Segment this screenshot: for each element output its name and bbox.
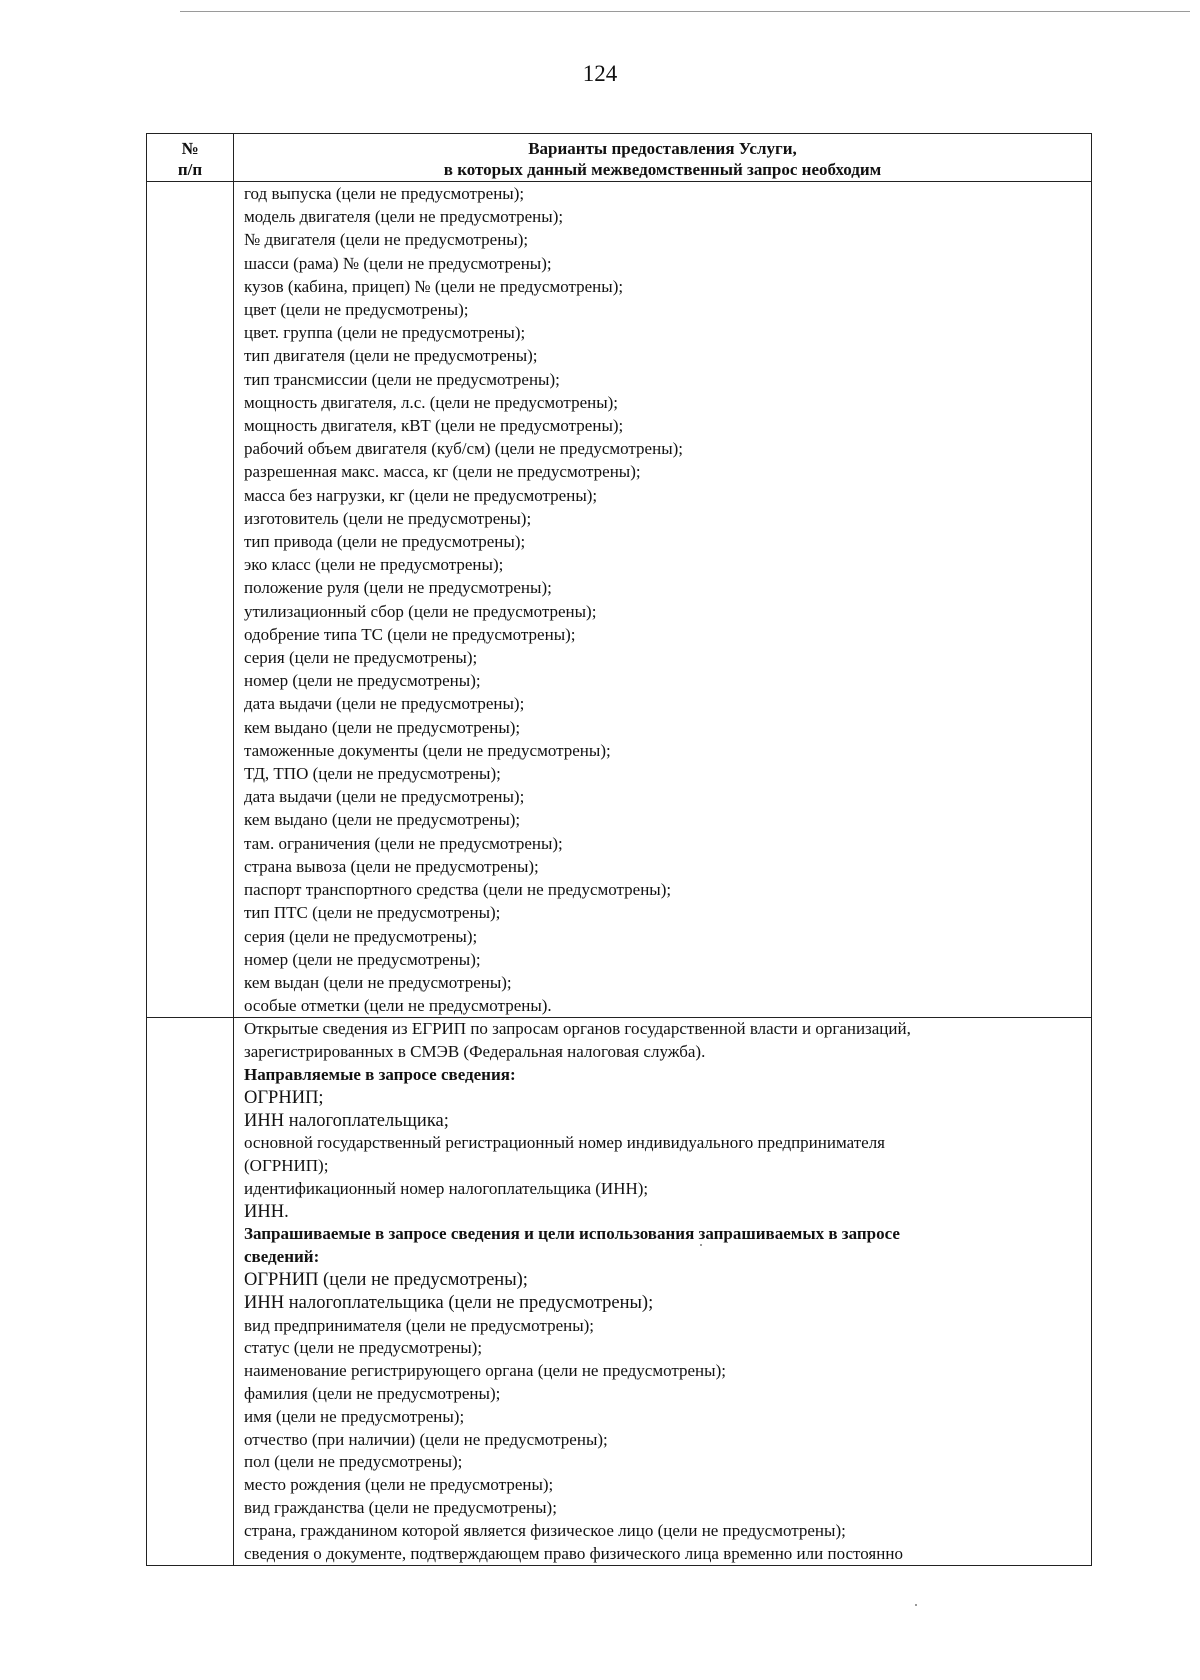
content-line: сведения о документе, подтверждающем право физического лица временно или постоянно [244, 1543, 903, 1563]
content-line: цвет. группа (цели не предусмотрены); [244, 323, 526, 343]
scan-speck [915, 1604, 917, 1606]
content-line: изготовитель (цели не предусмотрены); [244, 508, 532, 528]
row-content-cell [234, 182, 1092, 1018]
header-title-line-1: Варианты предоставления Услуги, [528, 139, 797, 158]
content-line: таможенные документы (цели не предусмотрены); [244, 740, 611, 760]
content-line: эко класс (цели не предусмотрены); [244, 555, 504, 575]
header-number-cell [147, 134, 234, 182]
content-line: статус (цели не предусмотрены); [244, 1338, 483, 1358]
content-line: имя (цели не предусмотрены); [244, 1406, 465, 1426]
content-line: ОГРНИП; [244, 1087, 324, 1108]
table-header-row [147, 134, 1092, 182]
content-line: Открытые сведения из ЕГРИП по запросам органов государственной власти и организаций, [244, 1019, 911, 1039]
content-line: вид предпринимателя (цели не предусмотрены); [244, 1315, 595, 1335]
content-line: ИНН. [244, 1201, 289, 1222]
content-line: серия (цели не предусмотрены); [244, 648, 478, 668]
content-line: ТД, ТПО (цели не предусмотрены); [244, 764, 501, 784]
content-line: отчество (при наличии) (цели не предусмотрены); [244, 1429, 608, 1449]
row-number-cell [147, 182, 234, 1018]
content-line: модель двигателя (цели не предусмотрены); [244, 207, 564, 227]
content-line: ИНН налогоплательщика; [244, 1110, 449, 1131]
content-line: ОГРНИП (цели не предусмотрены); [244, 1270, 528, 1291]
services-table [146, 133, 1092, 1566]
content-line: серия (цели не предусмотрены); [244, 926, 478, 946]
content-line: шасси (рама) № (цели не предусмотрены); [244, 253, 552, 273]
content-line: основной государственный регистрационный номер индивидуального предпринимателя [244, 1133, 886, 1153]
scan-speck [700, 1244, 702, 1246]
content-line: (ОГРНИП); [244, 1156, 329, 1176]
content-line: положение руля (цели не предусмотрены); [244, 578, 552, 598]
header-number-symbol: № [181, 139, 199, 158]
page-number: 124 [582, 61, 618, 86]
content-line: Запрашиваемые в запросе сведения и цели использования запрашиваемых в запросе [244, 1224, 900, 1244]
content-line: дата выдачи (цели не предусмотрены); [244, 787, 525, 807]
content-line: место рождения (цели не предусмотрены); [244, 1475, 554, 1495]
header-title-line-2: в которых данный межведомственный запрос необходим [443, 160, 882, 179]
top-rule [180, 11, 1190, 12]
content-line: номер (цели не предусмотрены); [244, 671, 481, 691]
content-line: страна вывоза (цели не предусмотрены); [244, 856, 539, 876]
content-line: мощность двигателя, л.с. (цели не предусмотрены); [244, 392, 619, 412]
row-number-cell [147, 1018, 234, 1566]
content-line: разрешенная макс. масса, кг (цели не предусмотрены); [244, 462, 641, 482]
content-line: кем выдано (цели не предусмотрены); [244, 717, 521, 737]
table-row [147, 1018, 1092, 1566]
content-line: ИНН налогоплательщика (цели не предусмотрены); [244, 1292, 654, 1313]
content-line: страна, гражданином которой является физическое лицо (цели не предусмотрены); [244, 1520, 846, 1540]
content-line: особые отметки (цели не предусмотрены). [244, 996, 552, 1016]
content-line: идентификационный номер налогоплательщика (ИНН); [244, 1178, 649, 1198]
content-line: фамилия (цели не предусмотрены); [244, 1384, 501, 1404]
row-content-cell [234, 1018, 1092, 1566]
table-row [147, 182, 1092, 1018]
content-line: тип трансмиссии (цели не предусмотрены); [244, 369, 560, 389]
content-line: Направляемые в запросе сведения: [244, 1064, 516, 1084]
content-line: мощность двигателя, кВТ (цели не предусмотрены); [244, 416, 624, 436]
content-line: кем выдан (цели не предусмотрены); [244, 972, 512, 992]
content-line: пол (цели не предусмотрены); [244, 1452, 463, 1472]
content-line: тип ПТС (цели не предусмотрены); [244, 903, 501, 923]
content-line: там. ограничения (цели не предусмотрены); [244, 833, 563, 853]
content-line: кем выдано (цели не предусмотрены); [244, 810, 521, 830]
content-line: № двигателя (цели не предусмотрены); [244, 230, 529, 250]
content-line: год выпуска (цели не предусмотрены); [244, 184, 525, 203]
content-line: кузов (кабина, прицеп) № (цели не предусмотрены); [244, 276, 624, 296]
content-line: зарегистрированных в СМЭВ (Федеральная налоговая служба). [244, 1042, 706, 1062]
content-line: сведений: [244, 1247, 320, 1267]
content-line: цвет (цели не предусмотрены); [244, 300, 469, 320]
header-number-label: п/п [177, 160, 203, 179]
content-line: вид гражданства (цели не предусмотрены); [244, 1498, 557, 1518]
content-line: номер (цели не предусмотрены); [244, 949, 481, 969]
header-title-cell [234, 134, 1092, 182]
content-line: рабочий объем двигателя (куб/см) (цели не предусмотрены); [244, 439, 684, 459]
content-line: наименование регистрирующего органа (цели не предусмотрены); [244, 1361, 726, 1381]
content-line: тип привода (цели не предусмотрены); [244, 532, 526, 552]
content-line: дата выдачи (цели не предусмотрены); [244, 694, 525, 714]
content-line: тип двигателя (цели не предусмотрены); [244, 346, 538, 366]
content-line: одобрение типа ТС (цели не предусмотрены); [244, 624, 576, 644]
content-line: утилизационный сбор (цели не предусмотрены); [244, 601, 597, 621]
content-line: паспорт транспортного средства (цели не предусмотрены); [244, 880, 672, 900]
content-line: масса без нагрузки, кг (цели не предусмотрены); [244, 485, 598, 505]
